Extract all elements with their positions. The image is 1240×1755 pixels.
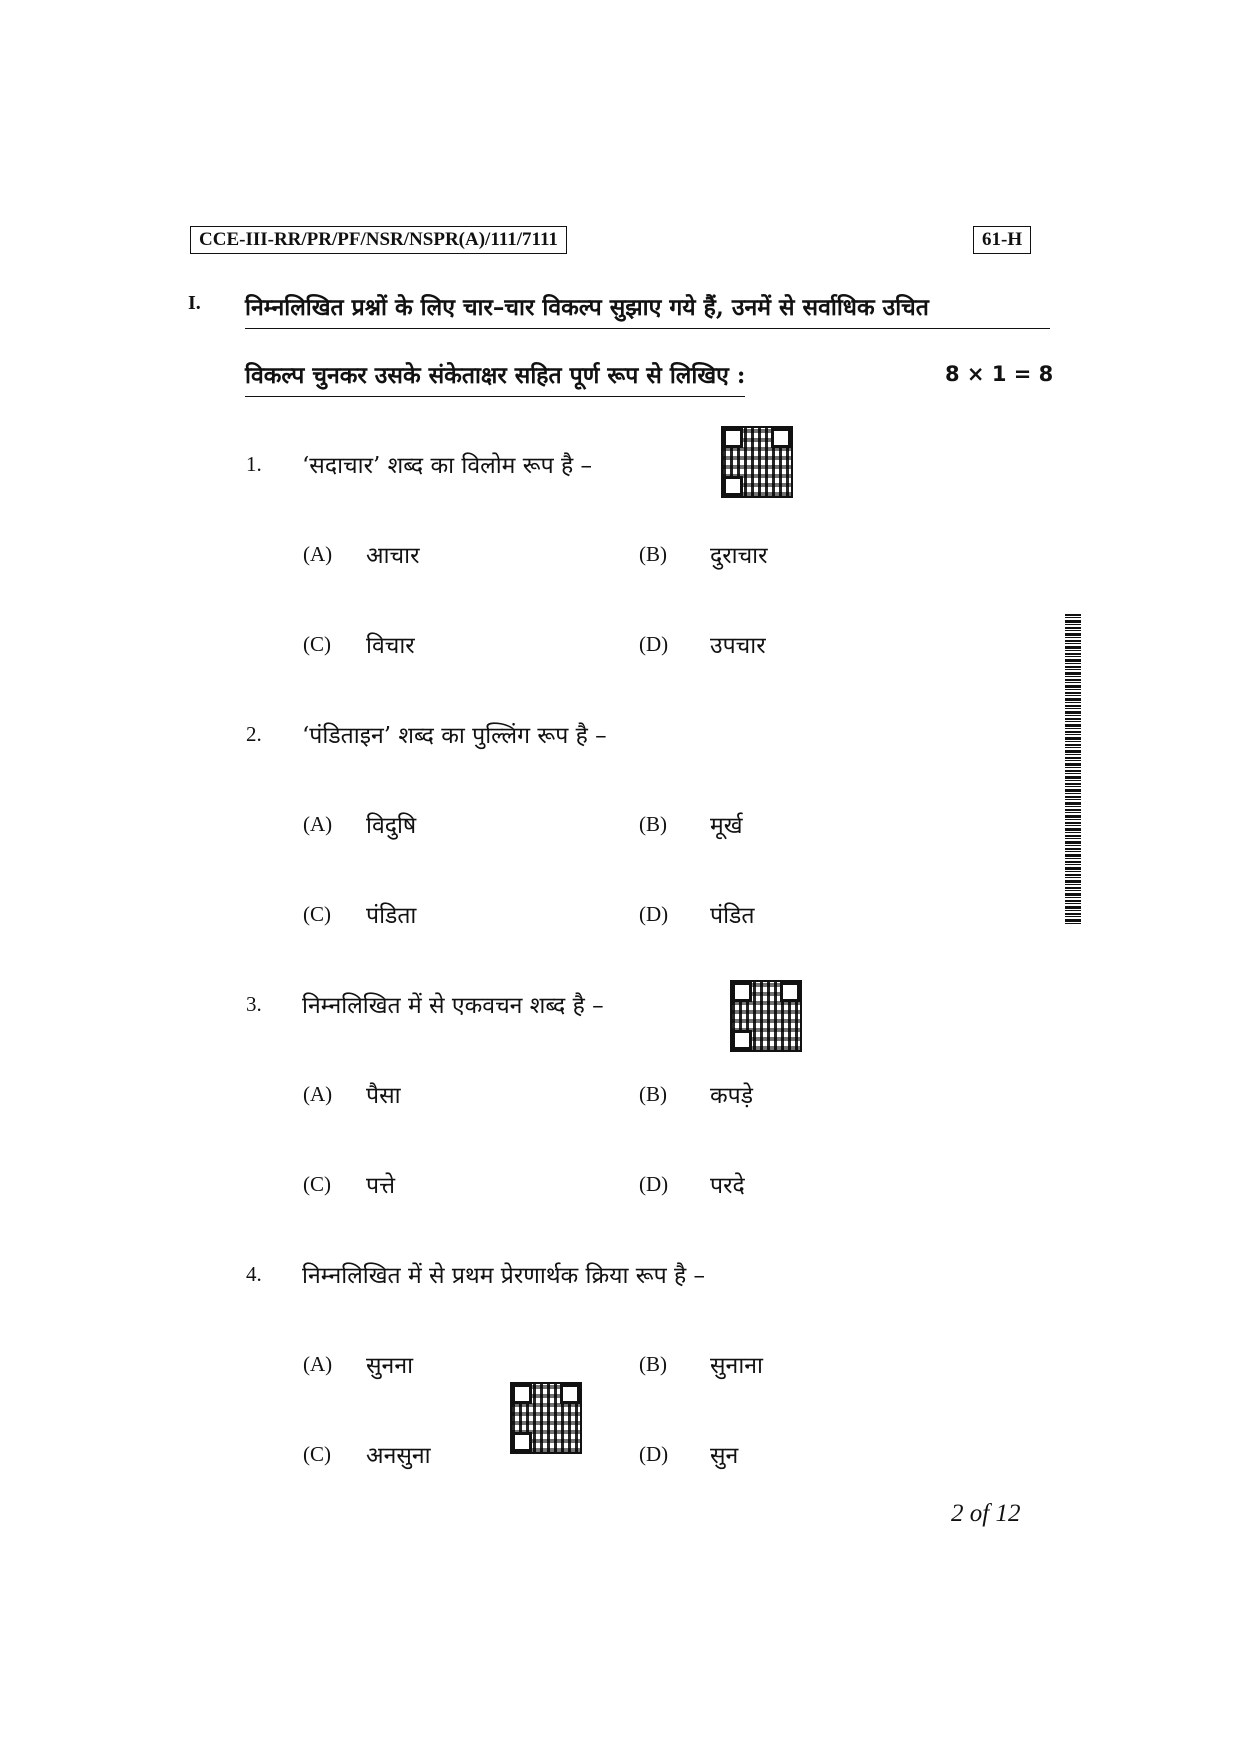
option-label: (C) (303, 632, 331, 656)
option-text: परदे (710, 1173, 745, 1199)
option-text: सुन (710, 1443, 739, 1469)
option-text: उपचार (710, 633, 766, 659)
option-text: कपड़े (710, 1083, 754, 1109)
question-number: 1. (246, 452, 262, 476)
option-label: (C) (303, 1442, 331, 1466)
option-label: (A) (303, 542, 333, 566)
page-number: 2 of 12 (951, 1500, 1021, 1527)
option-label: (C) (303, 1172, 331, 1196)
option-label: (B) (639, 812, 667, 836)
qr-code-icon (512, 1384, 580, 1452)
option-label: (B) (639, 1082, 667, 1106)
section-instruction-line-2: विकल्प चुनकर उसके संकेताक्षर सहित पूर्ण रूप से लिखिए : (245, 358, 745, 397)
paper-code: 61-H (973, 226, 1031, 254)
option-text: अनसुना (366, 1443, 431, 1469)
option-text: सुनाना (710, 1353, 763, 1379)
option-label: (D) (639, 632, 669, 656)
qr-code-icon (723, 428, 791, 496)
exam-code: CCE-III-RR/PR/PF/NSR/NSPR(A)/111/7111 (190, 226, 567, 254)
question-number: 2. (246, 722, 262, 746)
option-text: पैसा (366, 1083, 401, 1109)
option-text: विदुषि (366, 813, 417, 839)
option-label: (D) (639, 1172, 669, 1196)
option-label: (B) (639, 1352, 667, 1376)
section-marks: 8 × 1 = 8 (945, 362, 1054, 386)
option-text: पत्ते (366, 1173, 395, 1199)
option-label: (A) (303, 812, 333, 836)
option-text: पंडिता (366, 903, 417, 929)
option-text: पंडित (710, 903, 755, 929)
option-text: आचार (366, 543, 420, 569)
option-text: मूर्ख (710, 813, 743, 839)
question-text: ‘पंडिताइन’ शब्द का पुल्लिंग रूप है – (302, 723, 607, 749)
question-text: ‘सदाचार’ शब्द का विलोम रूप है – (302, 453, 593, 479)
option-label: (A) (303, 1082, 333, 1106)
section-instruction-line-1: निम्नलिखित प्रश्नों के लिए चार–चार विकल्प सुझाए गये हैं, उनमें से सर्वाधिक उचित (245, 290, 1050, 329)
option-text: सुनना (366, 1353, 414, 1379)
question-number: 4. (246, 1262, 262, 1286)
qr-code-icon (732, 982, 800, 1050)
option-label: (A) (303, 1352, 333, 1376)
option-label: (C) (303, 902, 331, 926)
question-text: निम्नलिखित में से प्रथम प्रेरणार्थक क्रिया रूप है – (302, 1263, 706, 1289)
option-label: (B) (639, 542, 667, 566)
option-label: (D) (639, 1442, 669, 1466)
barcode-icon (1065, 614, 1081, 926)
option-text: विचार (366, 633, 415, 659)
section-number: I. (188, 292, 201, 314)
option-label: (D) (639, 902, 669, 926)
question-number: 3. (246, 992, 262, 1016)
question-text: निम्नलिखित में से एकवचन शब्द है – (302, 993, 604, 1019)
option-text: दुराचार (710, 543, 768, 569)
